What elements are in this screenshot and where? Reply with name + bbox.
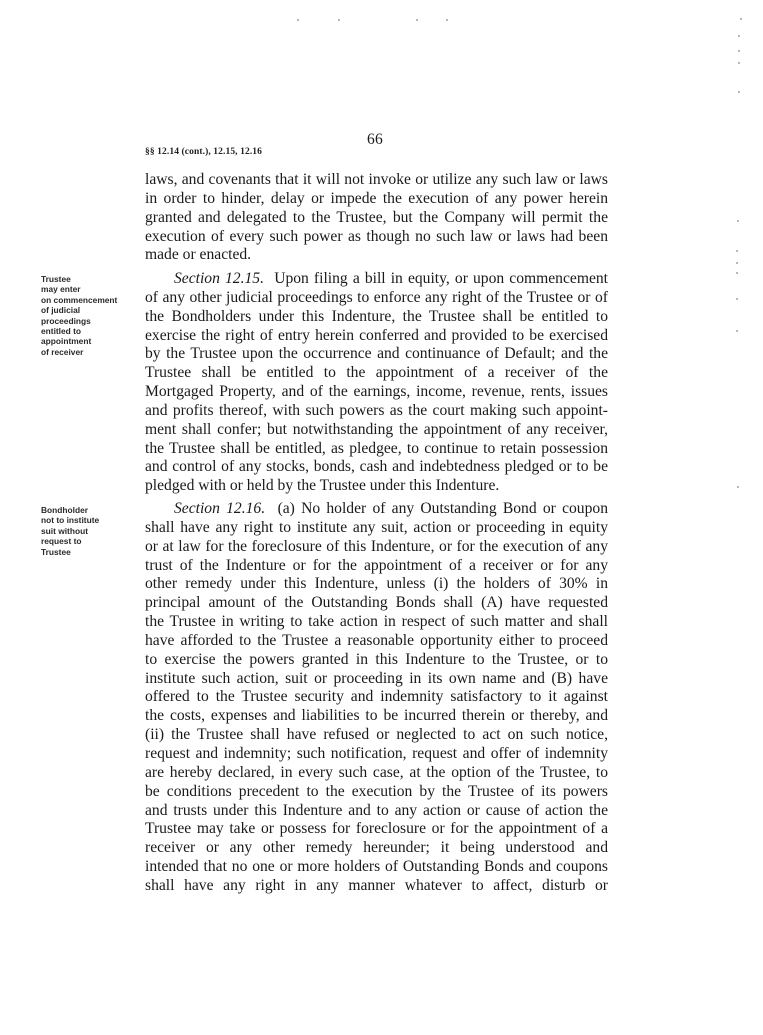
text-line: ment shall confer; but notwithstanding the appointment of any receiver, — [145, 420, 608, 438]
scan-speck — [737, 486, 739, 488]
scan-speck — [338, 19, 340, 21]
margin-note-line: Trustee — [41, 546, 71, 557]
margin-note-line: not to institute — [41, 515, 100, 526]
text-line: shall have any right in any manner whatever to affect, disturb or — [145, 876, 608, 894]
scan-speck — [736, 298, 738, 300]
margin-note-section-12-15 — [41, 274, 141, 357]
section-12-15 — [145, 270, 608, 496]
margin-note-line: entitled to — [41, 326, 82, 337]
scan-speck — [416, 19, 418, 21]
text-line-rest: Upon filing a bill in equity, or upon commencement — [274, 270, 609, 287]
scan-speck — [297, 19, 299, 21]
text-line: are hereby declared, in every such case, at the option of the Trustee, to — [145, 763, 608, 781]
margin-note-section-12-16 — [41, 505, 141, 557]
text-line: request and indemnity; such notification, request and offer of indemnity — [145, 744, 608, 762]
section-label: Section 12.16. — [174, 500, 266, 517]
scan-speck — [738, 50, 740, 52]
text-line: exercise the right of entry herein conferred and provided to be exercised — [145, 326, 608, 344]
scan-speck — [736, 262, 738, 264]
text-line: shall have any right to institute any suit, action or proceeding in equity — [145, 518, 608, 536]
text-line: or at law for the foreclosure of this Indenture, or for the execution of any — [145, 537, 608, 555]
text-line: and control of any stocks, bonds, cash and indebtedness pledged or to be — [145, 458, 608, 476]
text-line: have afforded to the Trustee a reasonable opportunity either to proceed — [145, 631, 608, 649]
margin-note-line: request to — [41, 536, 82, 547]
text-line: offered to the Trustee security and indemnity satisfactory to it against — [145, 688, 608, 706]
text-line: in order to hinder, delay or impede the execution of any power herein — [145, 189, 608, 207]
text-line: intended that no one or more holders of Outstanding Bonds and coupons — [145, 858, 608, 876]
scan-speck — [738, 62, 740, 64]
text-line: to exercise the powers granted in this Indenture to the Trustee, or to — [145, 650, 608, 668]
text-line: made or enacted. — [145, 246, 252, 264]
scan-speck — [736, 330, 738, 332]
text-line: Mortgaged Property, and of the earnings, income, revenue, rents, issues — [145, 383, 608, 401]
scan-speck — [738, 91, 740, 93]
text-line: other remedy under this Indenture, unless (i) the holders of 30% in — [145, 575, 608, 593]
text-line: by the Trustee upon the occurrence and continuance of Default; and the — [145, 345, 608, 363]
text-line: and profits thereof, with such powers as the court making such appoint- — [145, 401, 608, 419]
scan-speck — [737, 220, 739, 222]
text-line: Trustee may take or possess for foreclosure or for the appointment of a — [145, 820, 608, 838]
text-line: Trustee shall be entitled to the appointment of a receiver of the — [145, 364, 608, 382]
margin-note-line: on commencement — [41, 294, 118, 305]
text-line: the costs, expenses and liabilities to be incurred therein or thereby, and — [145, 707, 608, 725]
text-line: principal amount of the Outstanding Bonds shall (A) have requested — [145, 594, 608, 612]
margin-note-line: of judicial — [41, 305, 81, 316]
margin-note-line: suit without — [41, 525, 88, 536]
scan-speck — [740, 18, 742, 20]
scan-speck — [736, 250, 738, 252]
margin-note-line: Trustee — [41, 274, 71, 284]
margin-note-line: proceedings — [41, 315, 91, 326]
section-12-14-continuation — [145, 171, 608, 265]
page-number: 66 — [367, 131, 383, 148]
text-line: pledged with or held by the Trustee under this Indenture. — [145, 477, 500, 495]
running-head: §§ 12.14 (cont.), 12.15, 12.16 — [145, 147, 262, 157]
margin-note-line: appointment — [41, 336, 92, 347]
section-12-16 — [145, 500, 608, 896]
margin-note-line: Bondholder — [41, 505, 88, 515]
text-line: of any other judicial proceedings to enforce any right of the Trustee or of — [145, 288, 608, 306]
text-line: the Trustee in writing to take action in respect of such matter and shall — [145, 613, 608, 631]
text-line: the Trustee shall be entitled, as pledgee, to continue to retain possession — [145, 439, 608, 457]
section-first-line — [145, 270, 608, 289]
text-line: and trusts under this Indenture and to any action or cause of action the — [145, 801, 608, 819]
text-line: granted and delegated to the Trustee, but the Company will permit the — [145, 208, 608, 226]
margin-note-line: of receiver — [41, 346, 84, 357]
scan-speck — [446, 19, 448, 21]
margin-note-line: may enter — [41, 284, 81, 295]
section-label: Section 12.15. — [174, 270, 264, 287]
section-first-line — [145, 500, 608, 519]
text-line: be conditions precedent to the execution by the Trustee of its powers — [145, 782, 608, 800]
text-line-rest: (a) No holder of any Outstanding Bond or coupon — [277, 500, 608, 517]
text-line: the Bondholders under this Indenture, the Trustee shall be entitled to — [145, 307, 608, 325]
text-line: (ii) the Trustee shall have refused or neglected to act on such notice, — [145, 726, 608, 744]
text-line: receiver or any other remedy hereunder; it being understood and — [145, 839, 608, 857]
scan-speck — [738, 35, 740, 37]
text-line: trust of the Indenture or for the appointment of a receiver or for any — [145, 556, 608, 574]
text-line: institute such action, suit or proceeding in its own name and (B) have — [145, 669, 608, 687]
text-line: execution of every such power as though no such law or laws had been — [145, 227, 608, 245]
text-line: laws, and covenants that it will not invoke or utilize any such law or laws — [145, 171, 608, 188]
scan-speck — [736, 272, 738, 274]
